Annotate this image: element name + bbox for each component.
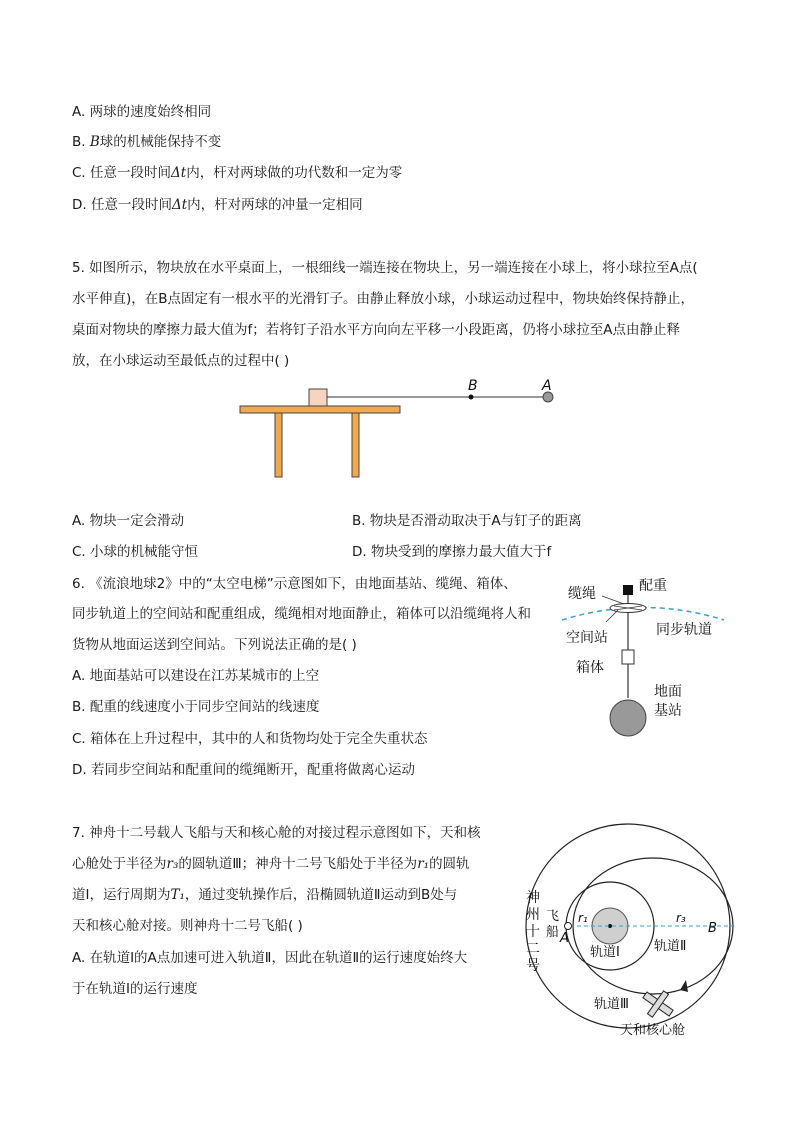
svg-text:船: 船 bbox=[546, 925, 560, 940]
table-leg-left bbox=[275, 413, 282, 477]
label-orbit-3: 轨道Ⅲ bbox=[594, 997, 629, 1012]
label-tianhe: 天和核心舱 bbox=[620, 1023, 686, 1038]
counterweight-box bbox=[623, 585, 633, 595]
q5-table-figure bbox=[230, 372, 570, 482]
ship-label-vertical bbox=[546, 909, 559, 940]
q6-option-d: D. 若同步空间站和配重间的缆绳断开，配重将做离心运动 bbox=[72, 762, 415, 778]
svg-text:号: 号 bbox=[526, 958, 540, 974]
q5-option-a: A. 物块一定会滑动 bbox=[72, 513, 185, 529]
table-leg-right bbox=[352, 413, 359, 477]
q7-option-a-line2: 于在轨道Ⅰ的运行速度 bbox=[72, 981, 198, 997]
q7-stem-line1: 7. 神舟十二号载人飞船与天和核心舱的对接过程示意图如下，天和核 bbox=[72, 825, 481, 841]
q5-stem-line2: 水平伸直)，在B点固定有一根水平的光滑钉子。由静止释放小球，小球运动过程中，物块始终保持静止， bbox=[72, 291, 695, 307]
label-r1: r₁ bbox=[578, 911, 588, 925]
label-base-2: 基站 bbox=[654, 703, 682, 719]
q6-option-a: A. 地面基站可以建设在江苏某城市的上空 bbox=[72, 668, 320, 684]
label-r3: r₃ bbox=[676, 911, 686, 925]
q7-stem-line3: 道Ⅰ，运行周期为T₁，通过变轨操作后，沿椭圆轨道Ⅱ运动到B处与 bbox=[72, 887, 458, 903]
q4-option-b: B. B球的机械能保持不变 bbox=[72, 134, 222, 150]
q6-option-c: C. 箱体在上升过程中，其中的人和货物均处于完全失重状态 bbox=[72, 731, 428, 747]
nail-point bbox=[469, 395, 474, 400]
label-cable: 缆绳 bbox=[568, 586, 596, 602]
label-point-b: B bbox=[708, 921, 717, 936]
q5-option-b: B. 物块是否滑动取决于A与钉子的距离 bbox=[352, 513, 582, 529]
q5-stem-line1: 5. 如图所示，物块放在水平桌面上，一根细线一端连接在物块上，另一端连接在小球上，将小球拉至A点( bbox=[72, 260, 698, 276]
label-point-a: A bbox=[560, 931, 569, 946]
svg-text:十: 十 bbox=[526, 924, 540, 940]
ground-base bbox=[610, 700, 646, 736]
label-station: 空间站 bbox=[566, 630, 608, 646]
ship-name-vertical bbox=[526, 889, 540, 974]
q7-orbit-figure bbox=[508, 822, 740, 1044]
q6-stem-line2: 同步轨道上的空间站和配重组成，缆绳相对地面静止，箱体可以沿缆绳将人和 bbox=[72, 606, 531, 622]
q7-option-a-line1: A. 在轨道Ⅰ的A点加速可进入轨道Ⅱ，因此在轨道Ⅱ的运行速度始终大 bbox=[72, 950, 468, 966]
ship-point bbox=[565, 923, 572, 930]
svg-text:飞: 飞 bbox=[546, 909, 560, 924]
q6-option-b: B. 配重的线速度小于同步空间站的线速度 bbox=[72, 699, 320, 715]
block bbox=[309, 389, 327, 406]
q7-stem-line4: 天和核心舱对接。则神舟十二号飞船( ) bbox=[72, 918, 303, 934]
label-a: A bbox=[542, 378, 552, 394]
q4-option-c: C. 任意一段时间Δt内，杆对两球做的功代数和一定为零 bbox=[72, 165, 403, 181]
label-orbit-2: 轨道Ⅱ bbox=[654, 939, 687, 954]
table-top bbox=[240, 406, 400, 413]
q6-stem-line3: 货物从地面运送到空间站。下列说法正确的是( ) bbox=[72, 637, 357, 653]
elevator-box bbox=[622, 650, 634, 664]
q5-stem-line3: 桌面对物块的摩擦力最大值为f；若将钉子沿水平方向向左平移一小段距离，仍将小球拉至A点由静止释 bbox=[72, 322, 680, 338]
label-base-1: 地面 bbox=[654, 684, 682, 700]
label-orbit: 同步轨道 bbox=[656, 622, 712, 638]
tianhe-module bbox=[637, 983, 679, 1024]
label-counterweight: 配重 bbox=[639, 578, 667, 594]
label-box: 箱体 bbox=[576, 660, 604, 676]
q6-space-elevator-figure bbox=[548, 570, 738, 740]
q5-option-c: C. 小球的机械能守恒 bbox=[72, 544, 199, 560]
svg-text:二: 二 bbox=[526, 941, 540, 957]
svg-text:州: 州 bbox=[526, 907, 540, 923]
q5-stem-line4: 放，在小球运动至最低点的过程中( ) bbox=[72, 353, 290, 369]
q7-stem-line2: 心舱处于半径为r₃的圆轨道Ⅲ；神舟十二号飞船处于半径为r₁的圆轨 bbox=[72, 856, 470, 872]
q4-option-d: D. 任意一段时间Δt内，杆对两球的冲量一定相同 bbox=[72, 197, 363, 213]
q6-stem-line1: 6. 《流浪地球2》中的“太空电梯”示意图如下，由地面基站、缆绳、箱体、 bbox=[72, 576, 517, 592]
svg-text:神: 神 bbox=[526, 890, 540, 906]
label-b: B bbox=[468, 378, 478, 394]
label-orbit-1: 轨道Ⅰ bbox=[590, 945, 620, 960]
q5-option-d: D. 物块受到的摩擦力最大值大于f bbox=[352, 544, 552, 560]
q4-option-a: A. 两球的速度始终相同 bbox=[72, 104, 212, 120]
